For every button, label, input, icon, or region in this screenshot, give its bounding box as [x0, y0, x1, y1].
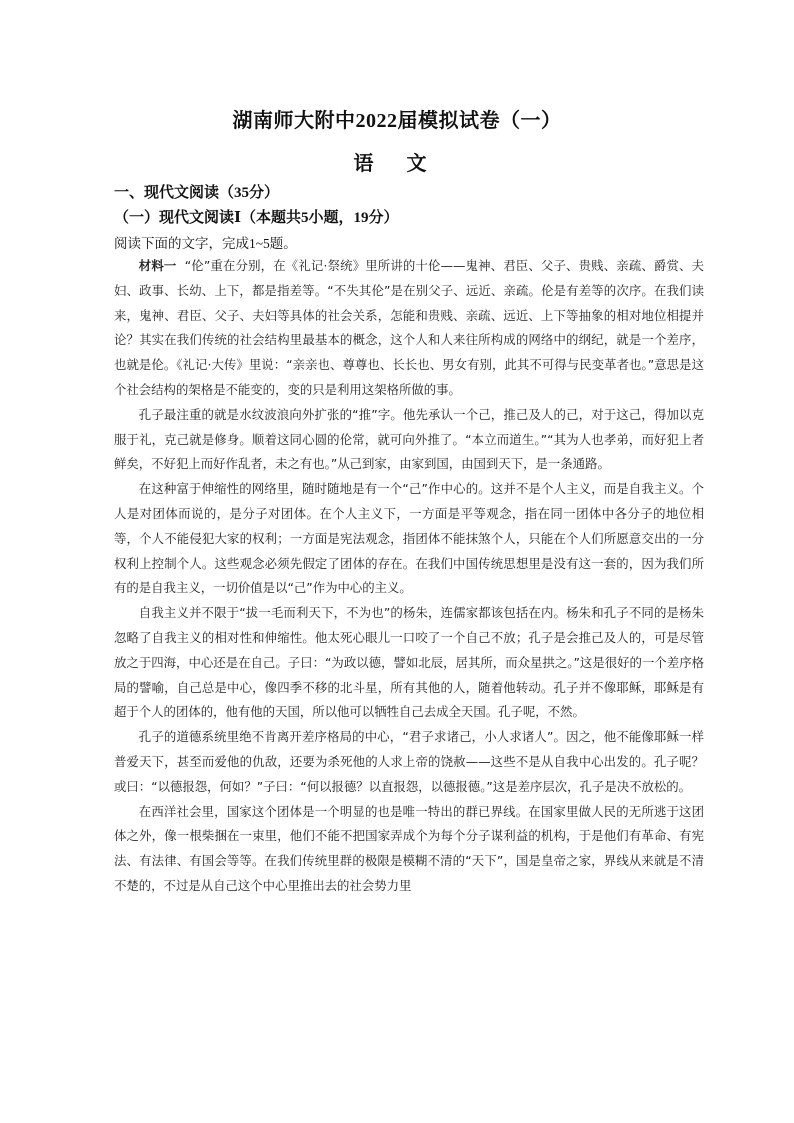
passage-paragraph: 自我主义并不限于“拔一毛而利天下，不为也”的杨朱，连儒家都该包括在内。杨朱和孔子不同的是杨朱忽略了自我主义的相对性和伸缩性。他太死心眼儿一口咬了一个自己不放；孔子是会推己及人的，可是尽管放之于四海，中心还是在自己。子曰：“为政以德，譬如北辰，居其所，而众星拱之。”这是很好的一个差序格局的譬喻，自己总是中心，像四季不移的北斗星，所有其他的人，随着他转动。孔子并不像耶稣，耶稣是有超于个人的团体的，他有他的天国，所以他可以牺牲自己去成全天国。孔子呢，不然。	[114, 605, 704, 720]
exam-subject: 语 文	[353, 153, 441, 175]
reading-passage	[114, 254, 704, 899]
material-label: 材料一	[138, 258, 177, 273]
passage-paragraph: 孔子的道德系统里绝不肯离开差序格局的中心，“君子求诸己，小人求诸人”。因之，他不能像耶稣一样普爱天下，甚至而爱他的仇敌，还要为杀死他的人求上帝的饶赦——这些不是从自我中心出发的。孔子呢？或曰：“以德报怨，何如？”子曰：“何以报德？以直报怨，以德报德。”这是差序层次，孔子是决不放松的。	[114, 729, 704, 794]
exam-title: 湖南师大附中2022届模拟试卷（一）	[232, 110, 562, 132]
passage-paragraph: 孔子最注重的就是水纹波浪向外扩张的“推”字。他先承认一个己，推己及人的己，对于这己，得加以克服于礼，克己就是修身。顺着这同心圆的伦常，就可向外推了。“本立而道生。”“其为人也孝弟，而好犯上者鲜矣，不好犯上而好作乱者，未之有也。”从己到家，由家到国，由国到天下，是一条通路。	[114, 406, 704, 472]
passage-paragraph: 在这种富于伸缩性的网络里，随时随地是有一个“己”作中心的。这并不是个人主义，而是自我主义。个人是对团体而说的，是分子对团体。在个人主义下，一方面是平等观念，指在同一团体中各分子的地位相等，个人不能侵犯大家的权利；一方面是宪法观念，指团体不能抹煞个人，只能在个人们所愿意交出的一分权利上控制个人。这些观念必须先假定了团体的存在。在我们中国传统思想里是没有这一套的，因为我们所有的是自我主义，一切价值是以“己”作为中心的主义。	[114, 481, 704, 596]
paragraph-text: “伦”重在分别，在《礼记·祭统》里所讲的十伦——鬼神、君臣、父子、贵贱、亲疏、爵赏、夫妇、政事、长幼、上下，都是指差等。“不失其伦”是在别父子、远近、亲疏。伦是有差等的次序。在我们读来，鬼神、君臣、父子、夫妇等具体的社会关系，怎能和贵贱、亲疏、远近、上下等抽象的相对地位相提并论？其实在我们传统的社会结构里最基本的概念，这个人和人来往所构成的网络中的纲纪，就是一个差序，也就是伦。《礼记·大传》里说：“亲亲也、尊尊也、长长也、男女有别，此其不可得与民变革者也。”意思是这个社会结构的架格是不能变的，变的只是利用这架格所做的事。	[114, 258, 704, 397]
section-heading: 一、现代文阅读（35分）	[114, 185, 280, 201]
passage-paragraph	[114, 254, 704, 403]
passage-paragraph: 在西洋社会里，国家这个团体是一个明显的也是唯一特出的群已界线。在国家里做人民的无所逃于这团体之外，像一根柴捆在一束里，他们不能不把国家弄成个为每个分子谋利益的机构，于是他们有革命、有宪法、有法律、有国会等等。在我们传统里群的极限是模糊不清的“天下”，国是皇帝之家，界线从来就是不清不楚的，不过是从自己这个中心里推出去的社会势力里	[114, 803, 704, 893]
reading-instruction: 阅读下面的文字，完成1~5题。	[114, 236, 297, 251]
subsection-heading: （一）现代文阅读Ⅰ（本题共5小题，19分）	[114, 210, 399, 226]
